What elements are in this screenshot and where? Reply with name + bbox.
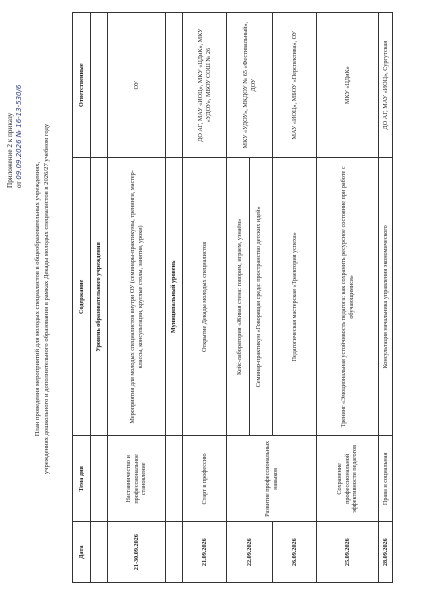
cell-date: 26.09.2026 — [273, 522, 317, 583]
table-row — [108, 13, 166, 583]
section-title-municipal: Муниципальный уровень — [166, 158, 183, 436]
handwritten-order-number: 09.09.2026 № 16-13-530/6 — [15, 84, 23, 180]
cell-topic: Наставничество и профессиональное становление — [108, 436, 166, 522]
appendix-title: Приложение 2 к приказу — [6, 112, 14, 188]
cell-responsible: МКУ «УДОУ», МКДОУ № 65 «Фестивальный», ДОУ — [227, 13, 273, 158]
cell-topic: Права и социальная — [379, 436, 393, 522]
content-case-lab: Кейс-лаборатория «Живая стена: говорим, играем, узнаём» — [236, 158, 250, 435]
cell-responsible: МКУ «ЦДиК» — [317, 13, 379, 158]
cell-content — [227, 158, 273, 436]
cell-responsible: ДО АГ, МАУ «ИОЦ», Сургутская — [379, 13, 393, 158]
section-row — [91, 13, 108, 583]
cell-date: 28.09.2026 — [379, 522, 393, 583]
cell-responsible: МАУ «ИОЦ», МБОУ «Перспектива», ОУ — [273, 13, 317, 158]
cell-content: Педагогическая мастерская «Траектория успеха» — [273, 158, 317, 436]
section-title-institution: Уровень образовательного учреждения — [91, 158, 108, 436]
header-topic: Тема дня — [73, 436, 91, 522]
cell-date: 21-30.09.2026 — [108, 522, 166, 583]
cell-date: 21.09.2026 — [183, 522, 227, 583]
section-row — [166, 13, 183, 583]
table-row — [183, 13, 227, 583]
table-row — [227, 13, 273, 583]
appendix-note — [6, 58, 24, 188]
events-plan-table — [72, 12, 393, 583]
table-row — [379, 13, 393, 583]
cell-responsible: ОУ — [108, 13, 166, 158]
appendix-date-prefix: от — [15, 181, 23, 188]
cell-content: Тренинг «Эмоциональная устойчивость педагога: как сохранить ресурсное состояние при работе с обучающимися» — [317, 158, 379, 436]
cell-content: Открытие Декады молодых специалистов — [183, 158, 227, 436]
header-responsible: Ответственные — [73, 13, 91, 158]
header-content: Содержание — [73, 158, 91, 436]
table-row — [317, 13, 379, 583]
heading-line-2: учреждениях дошкольного и дополнительного образования в рамках Декады молодых специалистов в 2026/27 учебном году — [42, 123, 50, 475]
cell-responsible: ДО АГ, МАУ «ИОЦ», МКУ «ЦДиК», МКУ «УДОУ», МБОУ СОШ № 26 — [183, 13, 227, 158]
document-heading — [34, 39, 51, 559]
table-header-row — [73, 13, 91, 583]
cell-date: 22.09.2026 — [227, 522, 273, 583]
cell-date: 25.09.2026 — [317, 522, 379, 583]
heading-line-1: План проведения мероприятий для молодых специалистов в общеобразовательных учреждениях, — [34, 161, 41, 437]
appendix-order-ref — [15, 58, 24, 188]
cell-content: Мероприятия для молодых специалистов внутри ОУ (семинары-практикумы, тренинги, мастер-классы, консультации, круглые столы, занятия, уроки) — [108, 158, 166, 436]
content-seminar: Семинар-практикум «Говорящая среда: пространство детских идей» — [255, 206, 262, 388]
header-date: Дата — [73, 522, 91, 583]
cell-topic: Старт в профессию — [183, 436, 227, 522]
cell-topic: Сохранение профессиональной эффективности педагогов — [317, 436, 379, 522]
cell-topic: Развитие профессиональных навыков — [227, 436, 317, 522]
cell-content: Консультация начальника управления экономического — [379, 158, 393, 436]
